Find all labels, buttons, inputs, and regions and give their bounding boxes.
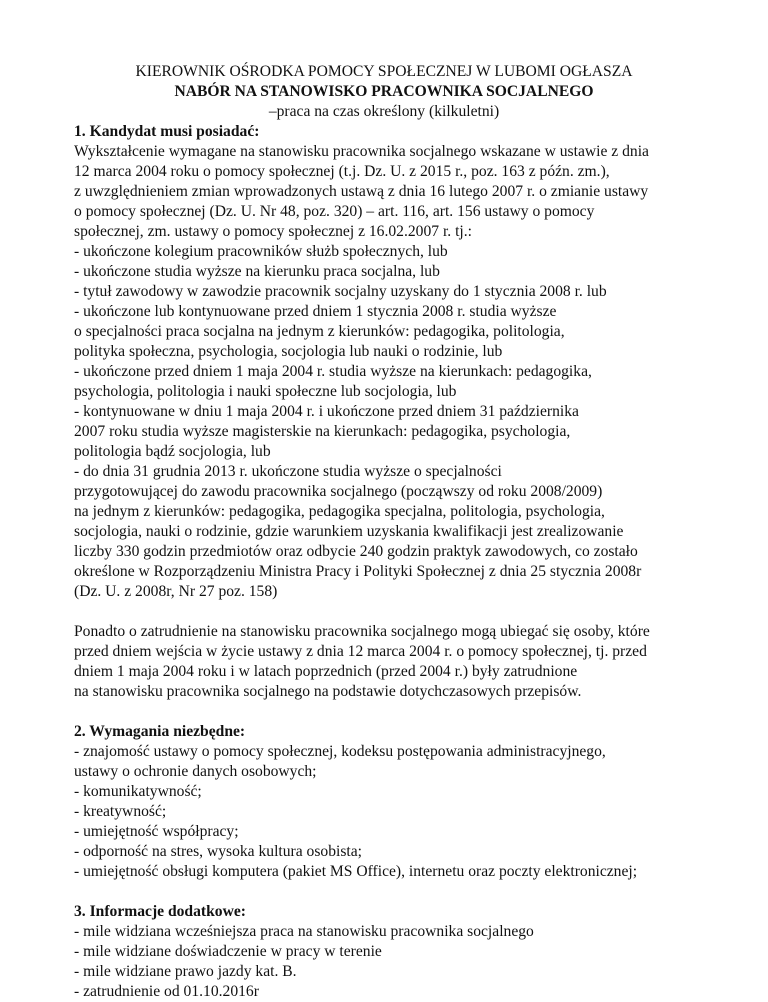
text-line: - odporność na stres, wysoka kultura osobista; (74, 843, 363, 860)
text-line: na jednym z kierunków: pedagogika, pedagogika specjalna, politologia, psychologia, (74, 503, 605, 520)
text-line: polityka społeczna, psychologia, socjologia lub nauki o rodzinie, lub (74, 343, 503, 360)
text-line: - ukończone kolegium pracowników służb społecznych, lub (74, 243, 448, 260)
text-line: - mile widziana wcześniejsza praca na stanowisku pracownika socjalnego (74, 923, 534, 940)
text-line: - ukończone lub kontynuowane przed dniem 1 stycznia 2008 r. studia wyższe (74, 303, 557, 320)
text-line: - umiejętność współpracy; (74, 823, 239, 840)
section-3-heading: 3. Informacje dodatkowe: (74, 903, 246, 920)
text-line: - znajomość ustawy o pomocy społecznej, kodeksu postępowania administracyjnego, (74, 743, 606, 760)
text-line: - ukończone studia wyższe na kierunku praca socjalna, lub (74, 263, 440, 280)
text-line: ustawy o ochronie danych osobowych; (74, 763, 317, 780)
text-line: - zatrudnienie od 01.10.2016r (74, 983, 259, 1000)
text-line: społecznej, zm. ustawy o pomocy społecznej z 16.02.2007 r. tj.: (74, 223, 472, 240)
text-line: socjologia, nauki o rodzinie, gdzie warunkiem uzyskania kwalifikacji jest zrealizowanie (74, 523, 624, 540)
text-line: - mile widziane prawo jazdy kat. B. (74, 963, 297, 980)
spacer (74, 882, 728, 902)
text-line: na stanowisku pracownika socjalnego na podstawie dotychczasowych przepisów. (74, 683, 582, 700)
text-line: Ponadto o zatrudnienie na stanowisku pracownika socjalnego mogą ubiegać się osoby, które (74, 623, 650, 640)
text-line: - do dnia 31 grudnia 2013 r. ukończone studia wyższe o specjalności (74, 463, 502, 480)
text-line: politologia bądź socjologia, lub (74, 443, 271, 460)
paragraph-body (74, 622, 728, 702)
text-line: Wykształcenie wymagane na stanowisku pracownika socjalnego wskazane w ustawie z dnia (74, 143, 649, 160)
text-line: - ukończone przed dniem 1 maja 2004 r. studia wyższe na kierunkach: pedagogika, (74, 363, 592, 380)
text-line: dniem 1 maja 2004 roku i w latach poprzednich (przed 2004 r.) były zatrudnione (74, 663, 578, 680)
section-2-body (74, 742, 728, 882)
spacer (74, 602, 728, 622)
text-line: liczby 330 godzin przedmiotów oraz odbycie 240 godzin praktyk zawodowych, co zostało (74, 543, 638, 560)
text-line: o specjalności praca socjalna na jednym z kierunków: pedagogika, politologia, (74, 323, 565, 340)
section-1-body (74, 142, 728, 602)
text-line: 2007 roku studia wyższe magisterskie na kierunkach: pedagogika, psychologia, (74, 423, 571, 440)
text-line: - kontynuowane w dniu 1 maja 2004 r. i ukończone przed dniem 31 października (74, 403, 579, 420)
text-line: - tytuł zawodowy w zawodzie pracownik socjalny uzyskany do 1 stycznia 2008 r. lub (74, 283, 607, 300)
text-line: o pomocy społecznej (Dz. U. Nr 48, poz. 320) – art. 116, art. 156 ustawy o pomocy (74, 203, 595, 220)
text-line: - kreatywność; (74, 803, 167, 820)
text-line: - mile widziane doświadczenie w pracy w terenie (74, 943, 382, 960)
section-3-body (74, 922, 728, 1002)
section-1-heading: 1. Kandydat musi posiadać: (74, 123, 260, 140)
spacer (74, 702, 728, 722)
text-line: z uwzględnieniem zmian wprowadzonych ustawą z dnia 16 lutego 2007 r. o zmianie ustawy (74, 183, 649, 200)
text-line: określone w Rozporządzeniu Ministra Pracy i Polityki Społecznej z dnia 25 stycznia 2008r (74, 563, 642, 580)
document-title: NABÓR NA STANOWISKO PRACOWNIKA SOCJALNEGO (174, 83, 594, 100)
text-line: 12 marca 2004 roku o pomocy społecznej (t.j. Dz. U. z 2015 r., poz. 163 z późn. zm.), (74, 163, 610, 180)
text-line: (Dz. U. z 2008r, Nr 27 poz. 158) (74, 583, 278, 600)
text-line: - komunikatywność; (74, 783, 202, 800)
text-line: przed dniem wejścia w życie ustawy z dnia 12 marca 2004 r. o pomocy społecznej, tj. przed (74, 643, 647, 660)
text-line: przygotowującej do zawodu pracownika socjalnego (począwszy od roku 2008/2009) (74, 483, 603, 500)
header-line-1: KIEROWNIK OŚRODKA POMOCY SPOŁECZNEJ W LUBOMI OGŁASZA (135, 63, 633, 80)
text-line: psychologia, politologia i nauki społeczne lub socjologia, lub (74, 383, 457, 400)
text-line: - umiejętność obsługi komputera (pakiet MS Office), internetu oraz poczty elektronicznej; (74, 863, 638, 880)
header-subtitle: –praca na czas określony (kilkuletni) (268, 103, 500, 120)
section-2-heading: 2. Wymagania niezbędne: (74, 723, 246, 740)
